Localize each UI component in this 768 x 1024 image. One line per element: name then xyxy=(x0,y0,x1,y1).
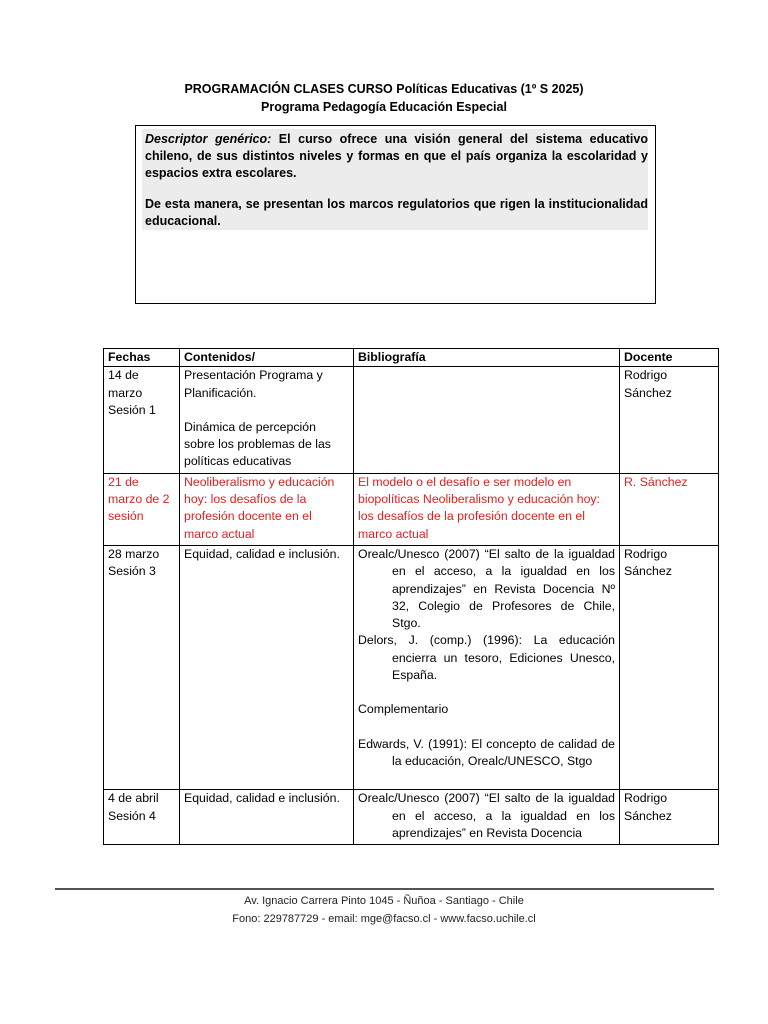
contenido-line: Dinámica de percepción sobre los problemas de las políticas educativas xyxy=(184,419,331,469)
document-title: PROGRAMACIÓN CLASES CURSO Políticas Educativas (1º S 2025) xyxy=(184,82,584,96)
descriptor-label: Descriptor genérico: xyxy=(145,132,272,146)
cell-bibliografia xyxy=(354,790,620,845)
cell-contenido xyxy=(180,367,354,473)
document-subtitle: Programa Pedagogía Educación Especial xyxy=(261,100,507,114)
table-row xyxy=(104,790,719,845)
bibliography-entry: Delors, J. (comp.) (1996): La educación encierra un tesoro, Ediciones Unesco, España. xyxy=(358,633,615,683)
cell-bibliografia: El modelo o el desafío e ser modelo en biopolíticas Neoliberalismo y educación hoy: los desafíos de la profesión docente en el marco actual xyxy=(354,473,620,545)
cell-docente: Rodrigo Sánchez xyxy=(620,367,719,473)
descriptor-box xyxy=(135,125,656,304)
descriptor-text-1: El curso ofrece una visión general del sistema educativo chileno, de sus distintos niveles y formas en que el país organiza la escolaridad y espacios extra escolares. xyxy=(145,132,648,181)
cell-fecha: 28 marzo Sesión 3 xyxy=(104,545,180,789)
table-header-row xyxy=(104,349,719,367)
bibliography-entry: Edwards, V. (1991): El concepto de calidad de la educación, Orealc/UNESCO, Stgo xyxy=(358,736,615,768)
header-contenidos: Contenidos/ xyxy=(180,349,354,367)
cell-docente: Rodrigo Sánchez xyxy=(620,790,719,845)
footer-address: Av. Ignacio Carrera Pinto 1045 - Ñuñoa - Santiago - Chile xyxy=(244,895,524,907)
cell-fecha: 4 de abril Sesión 4 xyxy=(104,790,180,845)
footer-contact: Fono: 229787729 - email: mge@facso.cl - www.facso.uchile.cl xyxy=(232,913,536,925)
contenido-line: Presentación Programa y Planificación. xyxy=(184,368,323,400)
cell-docente: Rodrigo Sánchez xyxy=(620,545,719,789)
header-fechas: Fechas xyxy=(104,349,180,367)
cell-fecha: 14 de marzo Sesión 1 xyxy=(104,367,180,473)
header-bibliografia: Bibliografía xyxy=(354,349,620,367)
descriptor-paragraph-2: De esta manera, se presentan los marcos regulatorios que rigen la institucionalidad educacional. xyxy=(145,197,648,229)
header-docente: Docente xyxy=(620,349,719,367)
cell-contenido: Neoliberalismo y educación hoy: los desafíos de la profesión docente en el marco actual xyxy=(180,473,354,545)
table-row xyxy=(104,473,719,545)
cell-contenido: Equidad, calidad e inclusión. xyxy=(180,545,354,789)
bibliography-entry: Orealc/Unesco (2007) “El salto de la igualdad en el acceso, a la igualdad en los aprendizajes” en Revista Docencia Nº 32, Colegio de Profesores de Chile, Stgo. xyxy=(358,546,615,631)
table-row xyxy=(104,367,719,473)
cell-docente: R. Sánchez xyxy=(620,473,719,545)
footer-divider xyxy=(55,888,714,890)
cell-contenido: Equidad, calidad e inclusión. xyxy=(180,790,354,845)
cell-bibliografia xyxy=(354,367,620,473)
bibliography-subheading: Complementario xyxy=(358,702,449,717)
bibliography-entry: Orealc/Unesco (2007) “El salto de la igualdad en el acceso, a la igualdad en los aprendizajes” en Revista Docencia xyxy=(358,791,615,840)
schedule-table xyxy=(103,348,719,845)
table-row xyxy=(104,545,719,789)
descriptor-paragraph-1 xyxy=(145,131,648,183)
cell-bibliografia xyxy=(354,545,620,789)
cell-fecha: 21 de marzo de 2 sesión xyxy=(104,473,180,545)
